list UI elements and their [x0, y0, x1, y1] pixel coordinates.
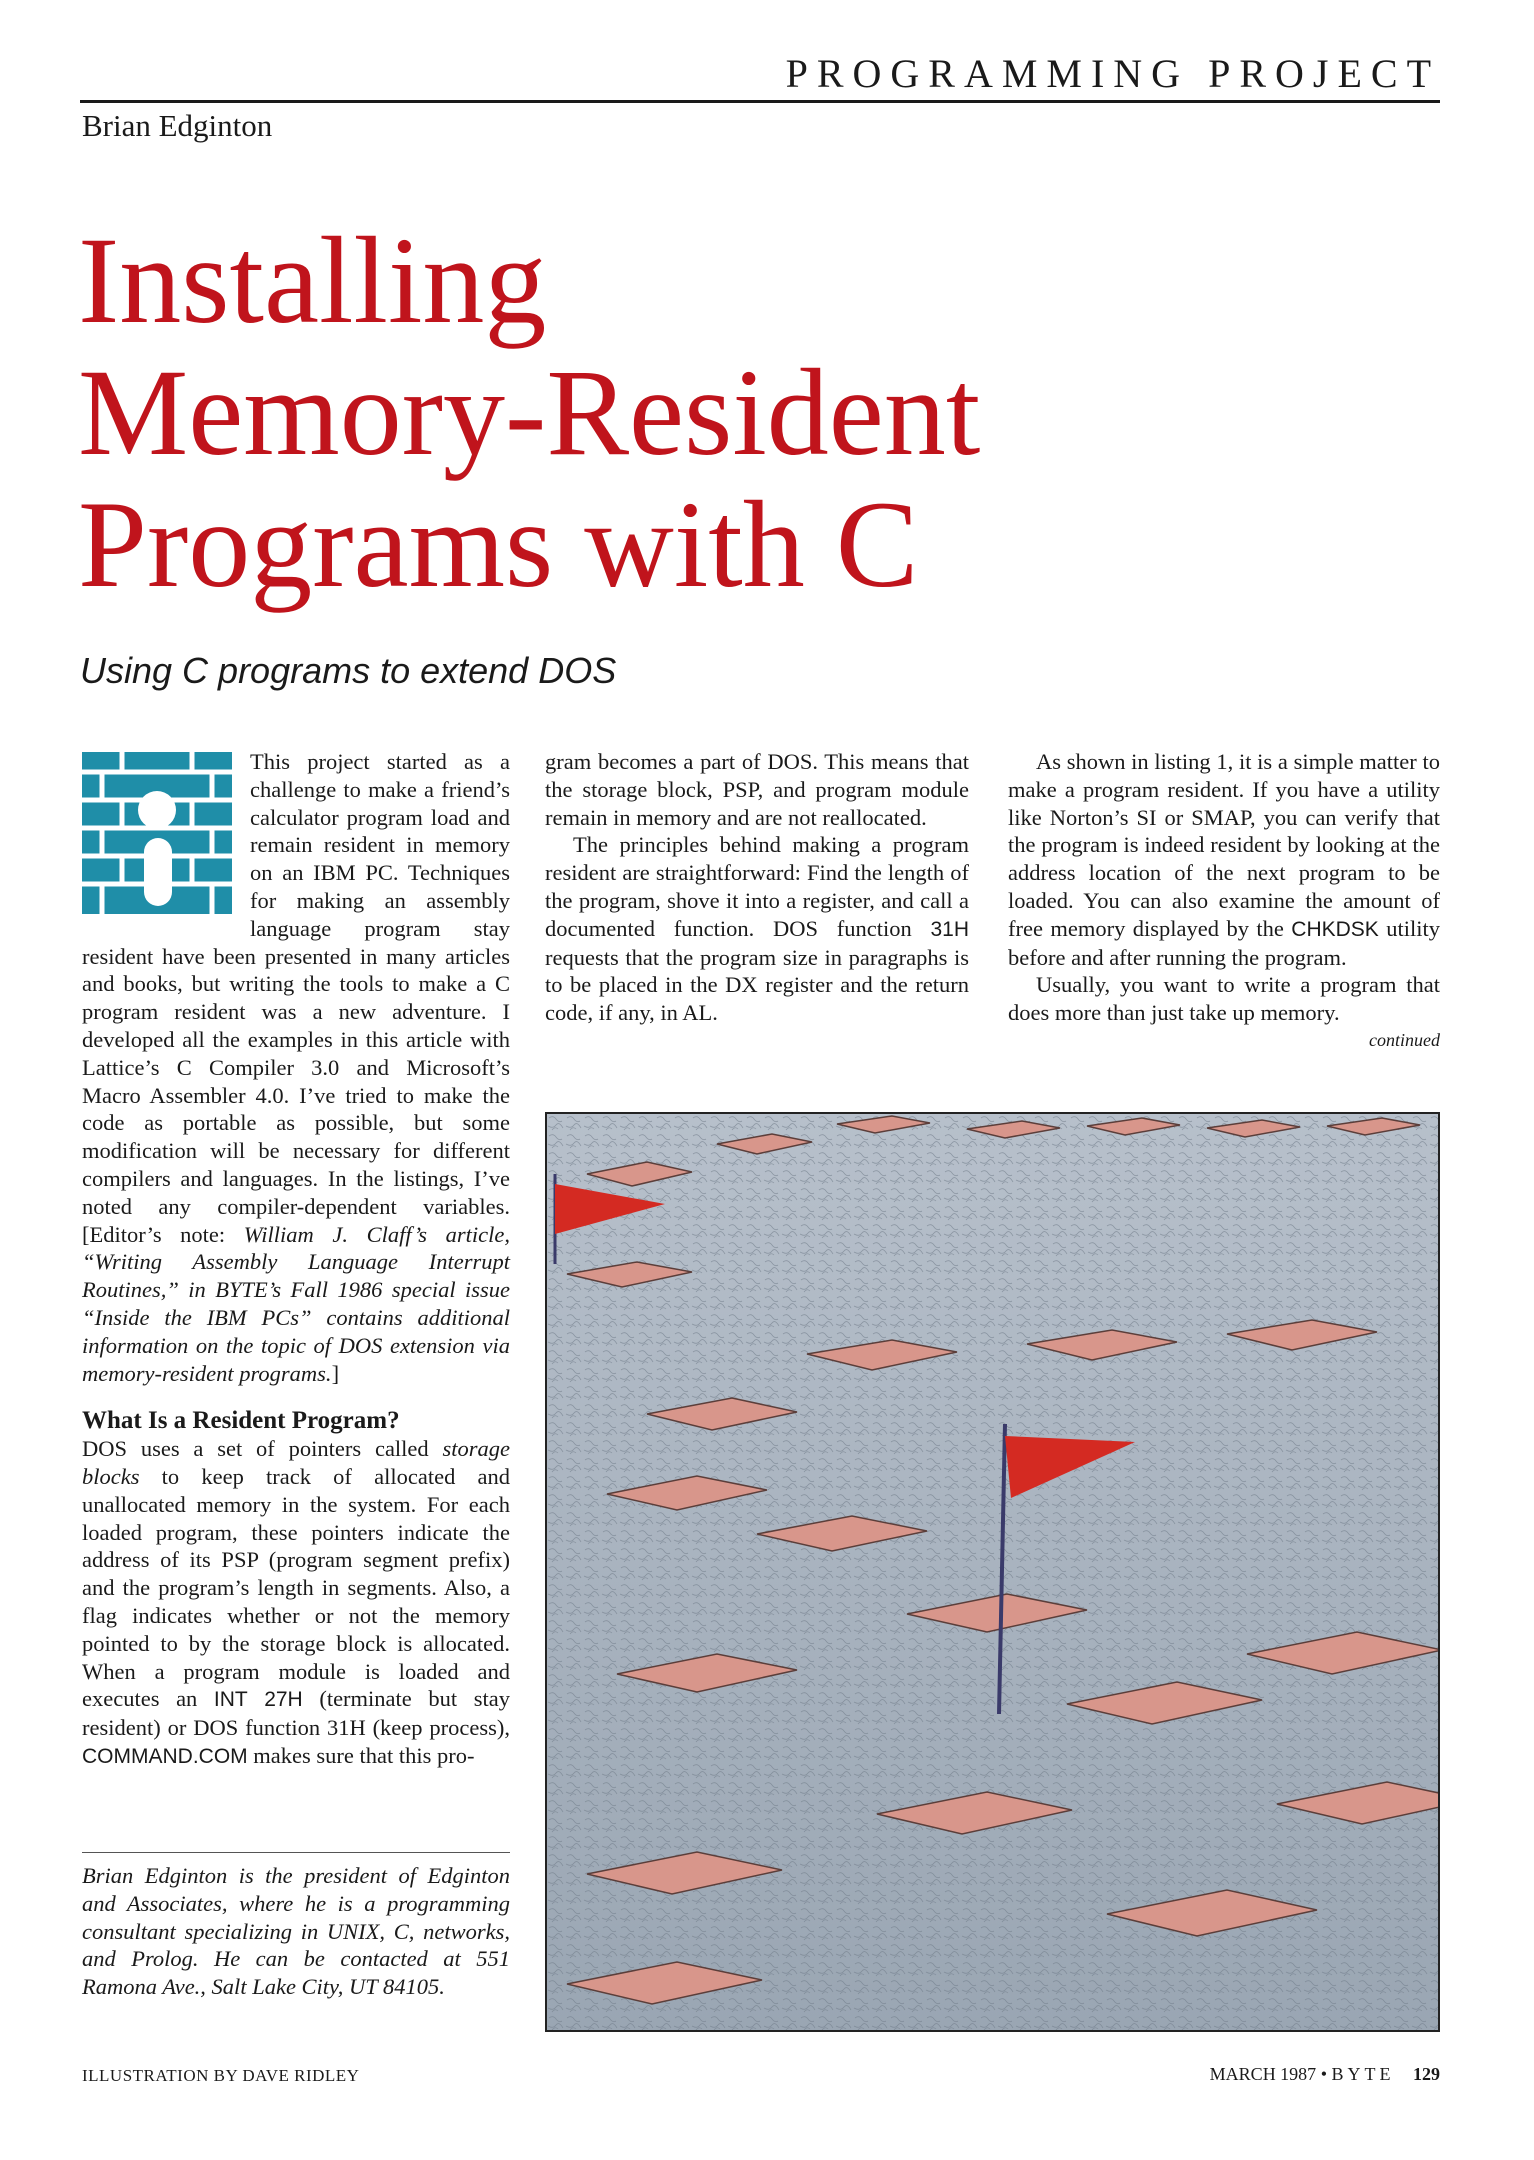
para-text: DOS uses a set of pointers called	[82, 1436, 443, 1462]
illustration-art	[547, 1114, 1438, 2030]
page-footer	[1000, 2064, 1440, 2085]
column-3	[1008, 748, 1440, 1055]
continued-label: continued	[1369, 1029, 1440, 1050]
resident-program-paragraph	[82, 1435, 510, 1771]
editors-note: William J. Claff’s article, “Writing Assembly Language Interrupt Routines,” in BYTE’s Fall 1986 special issue “Inside the IBM PCs” contains additional information on the topic of DOS extension via memory-resident programs.	[82, 1221, 510, 1386]
article-subtitle: Using C programs to extend DOS	[80, 650, 617, 691]
intro-paragraph: This project started as a challenge to make a friend’s calculator program load and remain resident in memory on an IBM PC. Techniques for making an assembly language program stay resident have been presented in many articles and books, but writing the tools to make a C program resident was a new adventure. I developed all the examples in this article with Lattice’s C Compiler 3.0 and Microsoft’s Macro Assembler 4.0. I’ve tried to make the code as portable as possible, but some modification will be necessary for different compilers and languages. In the listings, I’ve noted any compiler-dependent variables. [Editor’s note:	[82, 749, 510, 1247]
para-text: (terminate but stay resident) or DOS function 31H (keep process),	[82, 1686, 510, 1741]
para-text: utility before and after running the program.	[1008, 915, 1440, 970]
programming-project-logo-icon	[82, 752, 232, 914]
col3-paragraph-1	[1008, 748, 1440, 971]
section-label: PROGRAMMING PROJECT	[785, 51, 1440, 96]
bio-divider	[82, 1852, 510, 1853]
code-31h: 31H	[930, 917, 969, 941]
para-text: makes sure that this pro-	[247, 1742, 475, 1768]
col2-paragraph-1: gram becomes a part of DOS. This means that the storage block, PSP, and program module remain in memory and are not reallocated.	[545, 749, 969, 830]
title-line-2: Memory-Resident	[78, 344, 981, 481]
title-line-1: Installing	[78, 212, 547, 349]
code-command-com: COMMAND.COM	[82, 1744, 248, 1768]
para-text: The principles behind making a program resident are straightforward: Find the length of the program, shove it into a register, and call a documented function. DOS function	[545, 832, 969, 941]
issue-date: MARCH 1987	[1209, 2064, 1317, 2084]
col2-paragraph-2	[545, 831, 969, 1027]
author-bio: Brian Edginton is the president of Edginton and Associates, where he is a programming consultant specializing in UNIX, C, networks, and Prolog. He can be contacted at 551 Ramona Ave., Salt Lake City, UT 84105.	[82, 1863, 510, 2000]
article-title	[78, 212, 1178, 613]
para-text: As shown in listing 1, it is a simple matter to make a program resident. If you have a utility like Norton’s SI or SMAP, you can verify that the program is indeed resident by looking at the address location of the next program to be loaded. You can also examine the amount of free memory displayed by the	[1008, 749, 1440, 941]
page-number: 129	[1413, 2064, 1440, 2084]
col3-paragraph-2: Usually, you want to write a program that does more than just take up memory.	[1008, 972, 1440, 1026]
footer-bullet: •	[1320, 2064, 1327, 2084]
section-heading: What Is a Resident Program?	[82, 1407, 400, 1435]
para-text: requests that the program size in paragraphs is to be placed in the DX register and the return code, if any, in AL.	[545, 944, 969, 1026]
illustration-credit: ILLUSTRATION BY DAVE RIDLEY	[82, 2066, 360, 2085]
term-storage-blocks: storage blocks	[82, 1436, 510, 1489]
editors-note-bracket: ]	[331, 1360, 340, 1386]
stepping-stones-illustration	[545, 1112, 1440, 2032]
magazine-name: BYTE	[1331, 2064, 1395, 2084]
para-text: to keep track of allocated and unallocated memory in the system. For each loaded program, these pointers indicate the address of its PSP (program segment prefix) and the program’s length in segments. Also, a flag indicates whether or not the memory pointed to by the storage block is allocated. When a program module is loaded and executes an	[82, 1463, 510, 1712]
author-name: Brian Edginton	[82, 108, 273, 143]
column-1	[82, 748, 510, 1771]
code-int27h: INT 27H	[213, 1688, 303, 1712]
code-chkdsk: CHKDSK	[1291, 917, 1379, 941]
title-line-3: Programs with C	[78, 476, 919, 613]
column-2	[545, 748, 969, 1027]
header-rule	[80, 100, 1440, 103]
